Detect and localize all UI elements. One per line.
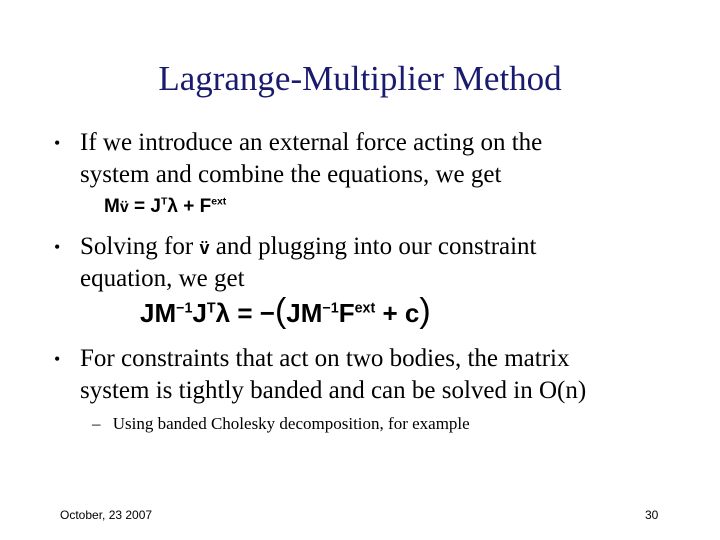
equation-1 (104, 196, 226, 218)
equation-1-rhs: = $J^T\lambda + F^{ext}$ (134, 196, 227, 217)
bullet-2-post: and plugging into our constraint (215, 233, 537, 260)
bullet-1-line-2: system and combine the equations, we get (80, 161, 502, 188)
bullet-2 (54, 232, 694, 296)
bullet-3-line-1: For constraints that act on two bodies, the matrix (80, 345, 570, 372)
sub-bullet (92, 413, 470, 435)
equation-1-lhs: Mv̈ (104, 196, 129, 217)
bullet-marker: • (54, 133, 61, 153)
bullet-2-line-1 (80, 232, 537, 263)
bullet-1-line-1: If we introduce an external force acting on the (80, 129, 543, 156)
bullet-marker: • (54, 349, 61, 369)
equation-2-lhs: $JM^{-1}J^T\lambda$ (140, 298, 231, 328)
bullet-2-pre: Solving for (80, 233, 194, 260)
bullet-1 (54, 128, 694, 192)
page-number: 30 (645, 508, 659, 522)
v-double-dot-symbol: v̈ (199, 238, 210, 258)
equation-2-rhs: = $-(JM^{-1}F^{ext} + c)$ (237, 292, 431, 330)
equation-2 (140, 292, 431, 331)
bullet-2-line-2: equation, we get (80, 265, 245, 292)
footer-date: October, 23 2007 (60, 508, 153, 522)
bullet-3-line-2: system is tightly banded and can be solved in O(n) (80, 377, 587, 404)
slide-title: Lagrange-Multiplier Method (158, 59, 562, 98)
sub-bullet-text: Using banded Cholesky decomposition, for example (112, 414, 470, 433)
bullet-3 (54, 344, 694, 408)
bullet-marker: • (54, 237, 61, 257)
sub-bullet-marker: – (92, 414, 101, 433)
